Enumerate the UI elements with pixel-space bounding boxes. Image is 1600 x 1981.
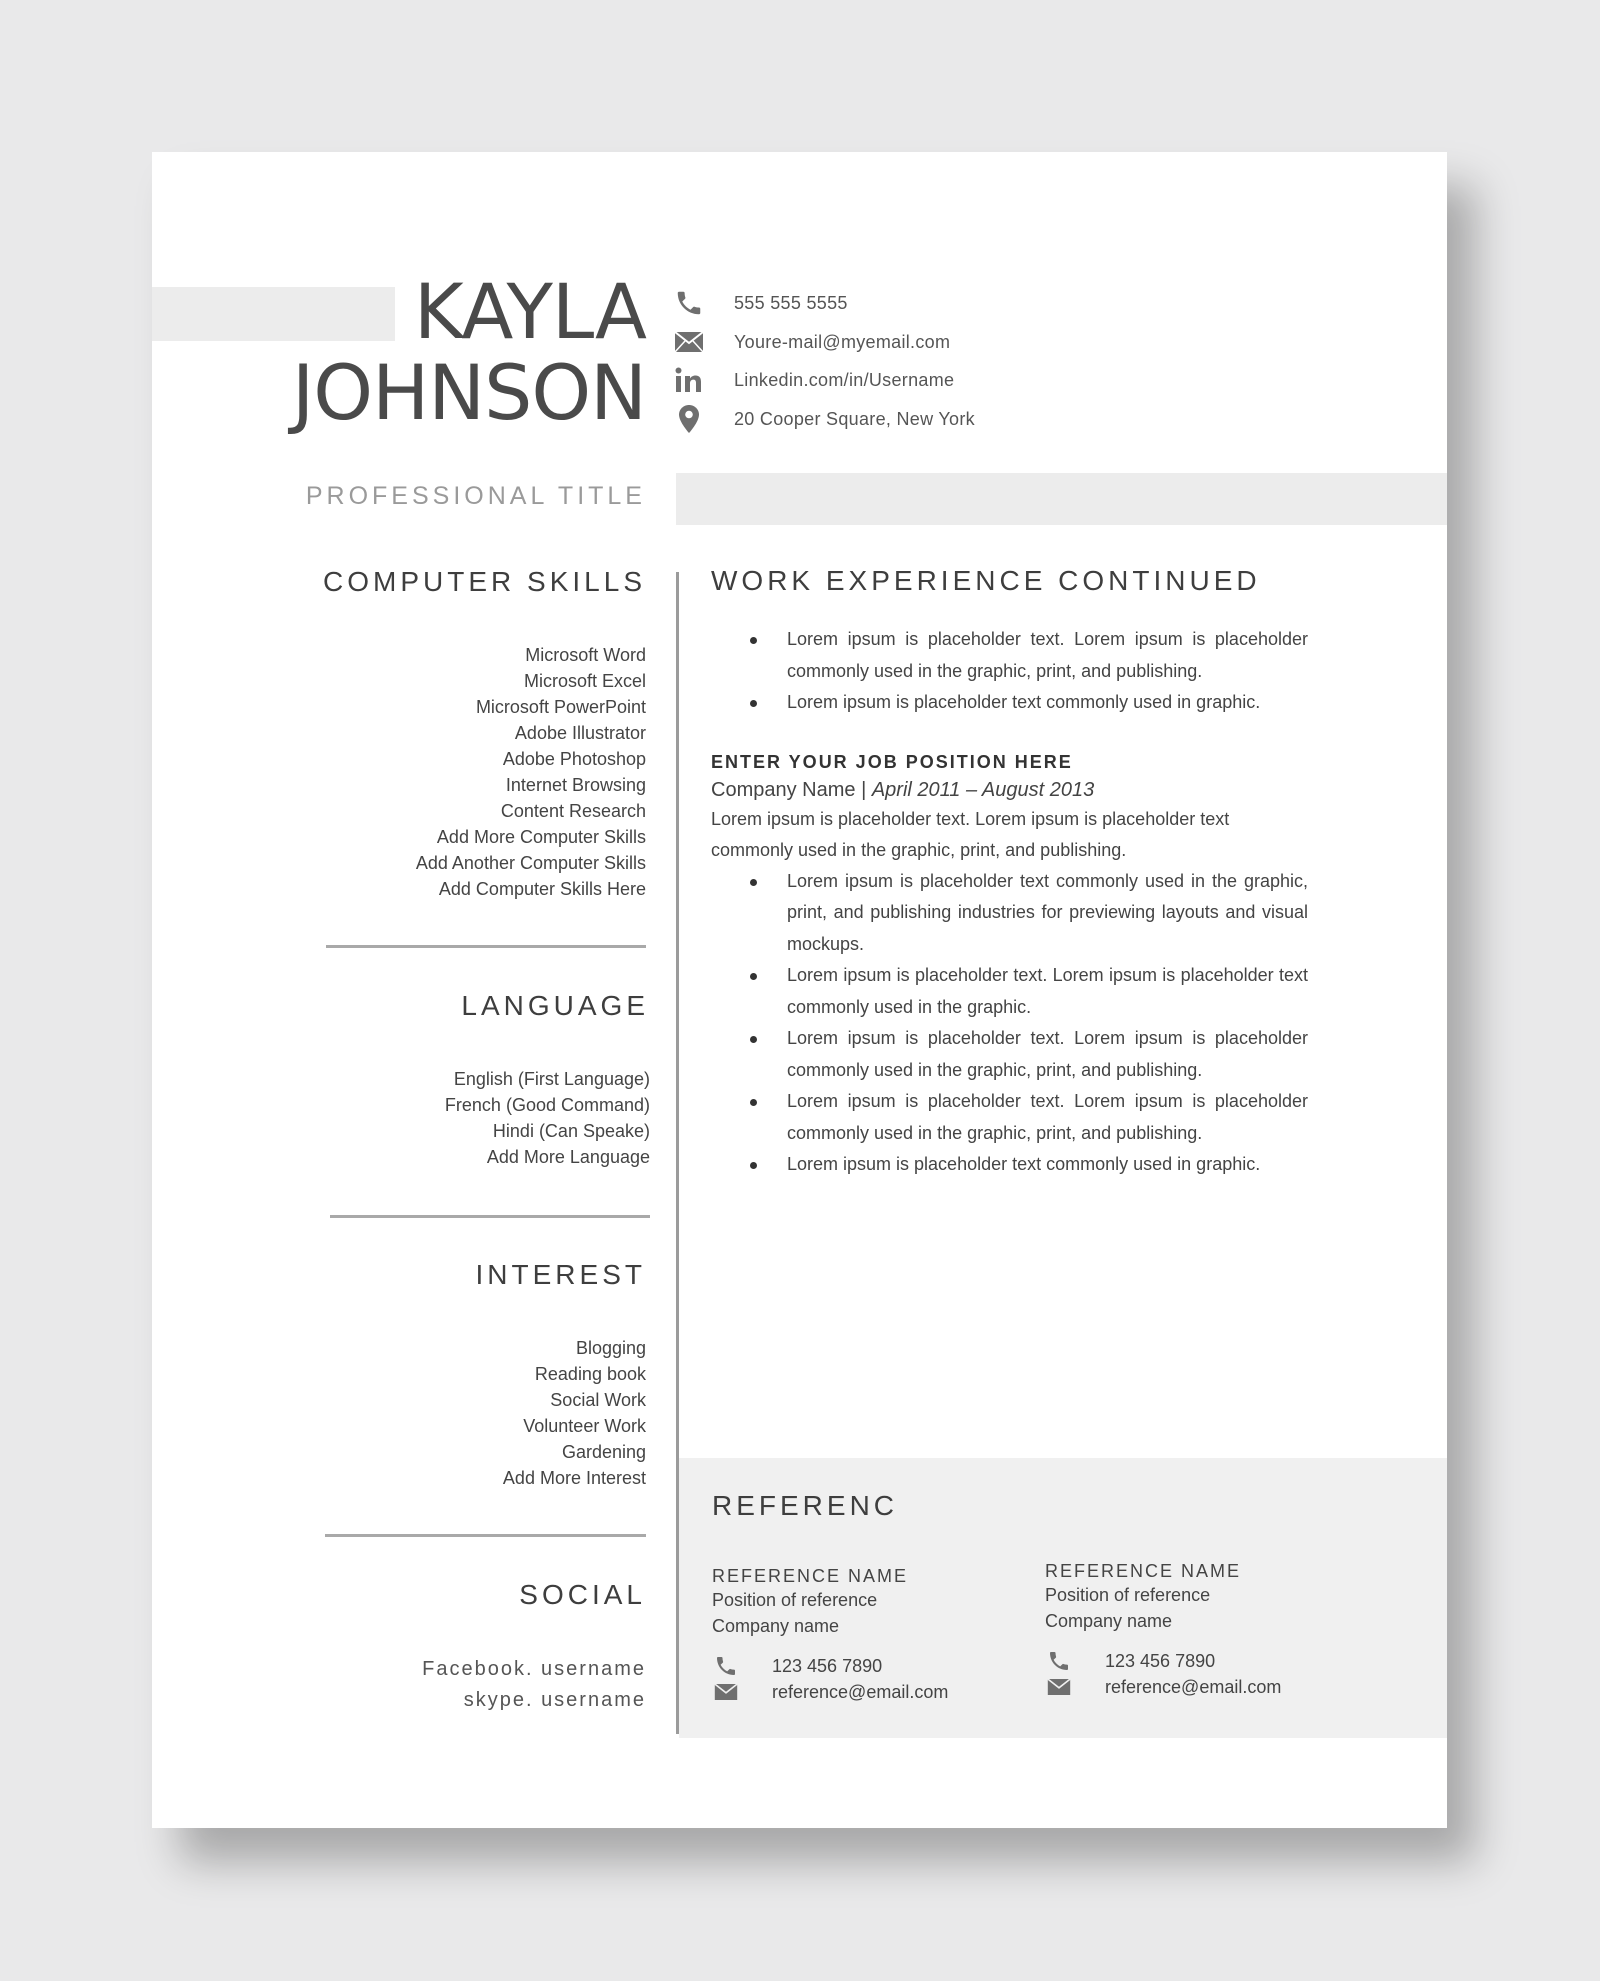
envelope-icon: [672, 326, 706, 358]
reference-phone: 123 456 7890: [772, 1655, 883, 1676]
bullet-item: Lorem ipsum is placeholder text. Lorem ipsum is placeholder text commonly used in the graphic.: [711, 960, 1308, 1023]
contact-address: [672, 403, 975, 435]
reference-position: Position of reference: [1045, 1585, 1211, 1605]
section-divider: [326, 945, 646, 948]
reference-card: [1045, 1561, 1345, 1700]
reference-name: REFERENCE NAME: [712, 1566, 909, 1586]
interest-heading: INTEREST: [475, 1259, 646, 1290]
reference-company: Company name: [712, 1616, 840, 1636]
phone-icon: [672, 287, 706, 319]
section-divider: [330, 1215, 650, 1218]
job-title: ENTER YOUR JOB POSITION HERE: [711, 751, 1073, 772]
reference-name: REFERENCE NAME: [1045, 1561, 1242, 1581]
language-heading: LANGUAGE: [461, 990, 649, 1021]
section-divider: [325, 1534, 646, 1537]
bullet-item: Lorem ipsum is placeholder text commonly used in graphic.: [711, 687, 1308, 719]
header-accent-band: [152, 287, 395, 341]
social-heading: SOCIAL: [519, 1579, 646, 1610]
job-description: Lorem ipsum is placeholder text. Lorem ipsum is placeholder text commonly used in the graphic, print, and publishing.: [711, 808, 1230, 860]
company-name: Company Name: [711, 778, 856, 801]
location-pin-icon: [672, 403, 706, 435]
reference-email: reference@email.com: [772, 1681, 949, 1702]
envelope-icon: [1045, 1678, 1073, 1696]
reference-company: Company name: [1045, 1611, 1173, 1631]
contact-linkedin: [672, 364, 954, 396]
phone-icon: [712, 1654, 740, 1678]
skill-item: Internet Browsing: [505, 775, 646, 795]
work-experience-section: [711, 565, 1308, 1181]
skill-item: Microsoft PowerPoint: [475, 697, 646, 717]
reference-phone-row: [1045, 1648, 1345, 1674]
company-line: [711, 779, 1308, 802]
language-item: Hindi (Can Speake): [492, 1121, 650, 1141]
references-panel: [679, 1458, 1447, 1738]
skill-item: Add Computer Skills Here: [438, 879, 646, 899]
bullet-item: Lorem ipsum is placeholder text commonly used in graphic.: [711, 1149, 1308, 1181]
reference-phone: 123 456 7890: [1105, 1650, 1216, 1671]
skill-item: Microsoft Word: [525, 645, 646, 665]
social-list: [422, 1654, 646, 1716]
bullet-item: Lorem ipsum is placeholder text. Lorem ipsum is placeholder commonly used in the graphic, print, and publishing.: [711, 1023, 1308, 1086]
skill-item: Adobe Illustrator: [514, 723, 646, 743]
skill-item: Adobe Photoshop: [502, 749, 646, 769]
language-item: Add More Language: [486, 1147, 650, 1167]
interest-item: Add More Interest: [502, 1468, 646, 1488]
company-separator: |: [861, 778, 867, 801]
bullet-item: Lorem ipsum is placeholder text commonly used in the graphic, print, and publishing industries for previewing layouts and visual mockups.: [711, 866, 1308, 961]
job-dates: April 2011 – August 2013: [871, 778, 1095, 801]
interest-item: Blogging: [575, 1338, 646, 1358]
language-item: French (Good Command): [444, 1095, 650, 1115]
first-name: KAYLA: [413, 267, 646, 356]
reference-email-row: [712, 1679, 1012, 1705]
envelope-icon: [712, 1683, 740, 1701]
computer-skills-list: [416, 642, 646, 902]
interest-item: Reading book: [534, 1364, 646, 1384]
interest-item: Social Work: [550, 1390, 646, 1410]
references-heading: REFERENC: [712, 1490, 899, 1521]
bullet-item: Lorem ipsum is placeholder text. Lorem ipsum is placeholder commonly used in the graphic, print, and publishing.: [711, 1086, 1308, 1149]
language-list: [445, 1066, 650, 1170]
reference-card: [712, 1566, 1012, 1705]
phone-text: 555 555 5555: [734, 292, 848, 313]
job-bullet-list: [711, 866, 1308, 1181]
reference-position: Position of reference: [712, 1590, 878, 1610]
email-text: Youre-mail@myemail.com: [734, 331, 951, 352]
computer-skills-heading: COMPUTER SKILLS: [323, 566, 646, 597]
last-name: JOHNSON: [291, 348, 646, 437]
linkedin-text: Linkedin.com/in/Username: [734, 369, 955, 390]
social-skype: skype. username: [463, 1689, 646, 1711]
work-experience-heading: WORK EXPERIENCE CONTINUED: [711, 565, 1261, 596]
interest-item: Gardening: [561, 1442, 646, 1462]
contact-phone: [672, 287, 848, 319]
reference-email-row: [1045, 1674, 1345, 1700]
skill-item: Microsoft Excel: [523, 671, 646, 691]
reference-phone-row: [712, 1653, 1012, 1679]
skill-item: Content Research: [500, 801, 646, 821]
skill-item: Add More Computer Skills: [436, 827, 646, 847]
bullet-item: Lorem ipsum is placeholder text. Lorem ipsum is placeholder commonly used in the graphic, print, and publishing.: [711, 624, 1308, 687]
top-bullet-list: [711, 624, 1308, 719]
interest-list: [503, 1335, 646, 1491]
skill-item: Add Another Computer Skills: [415, 853, 646, 873]
reference-email: reference@email.com: [1105, 1676, 1282, 1697]
social-facebook: Facebook. username: [422, 1658, 646, 1680]
phone-icon: [1045, 1649, 1073, 1673]
contact-email: [672, 326, 950, 358]
resume-page: [152, 152, 1447, 1828]
language-item: English (First Language): [453, 1069, 650, 1089]
professional-title: PROFESSIONAL TITLE: [305, 482, 646, 510]
interest-item: Volunteer Work: [523, 1416, 646, 1436]
address-text: 20 Cooper Square, New York: [734, 408, 975, 429]
title-accent-band: [676, 473, 1447, 525]
linkedin-icon: [672, 364, 706, 396]
